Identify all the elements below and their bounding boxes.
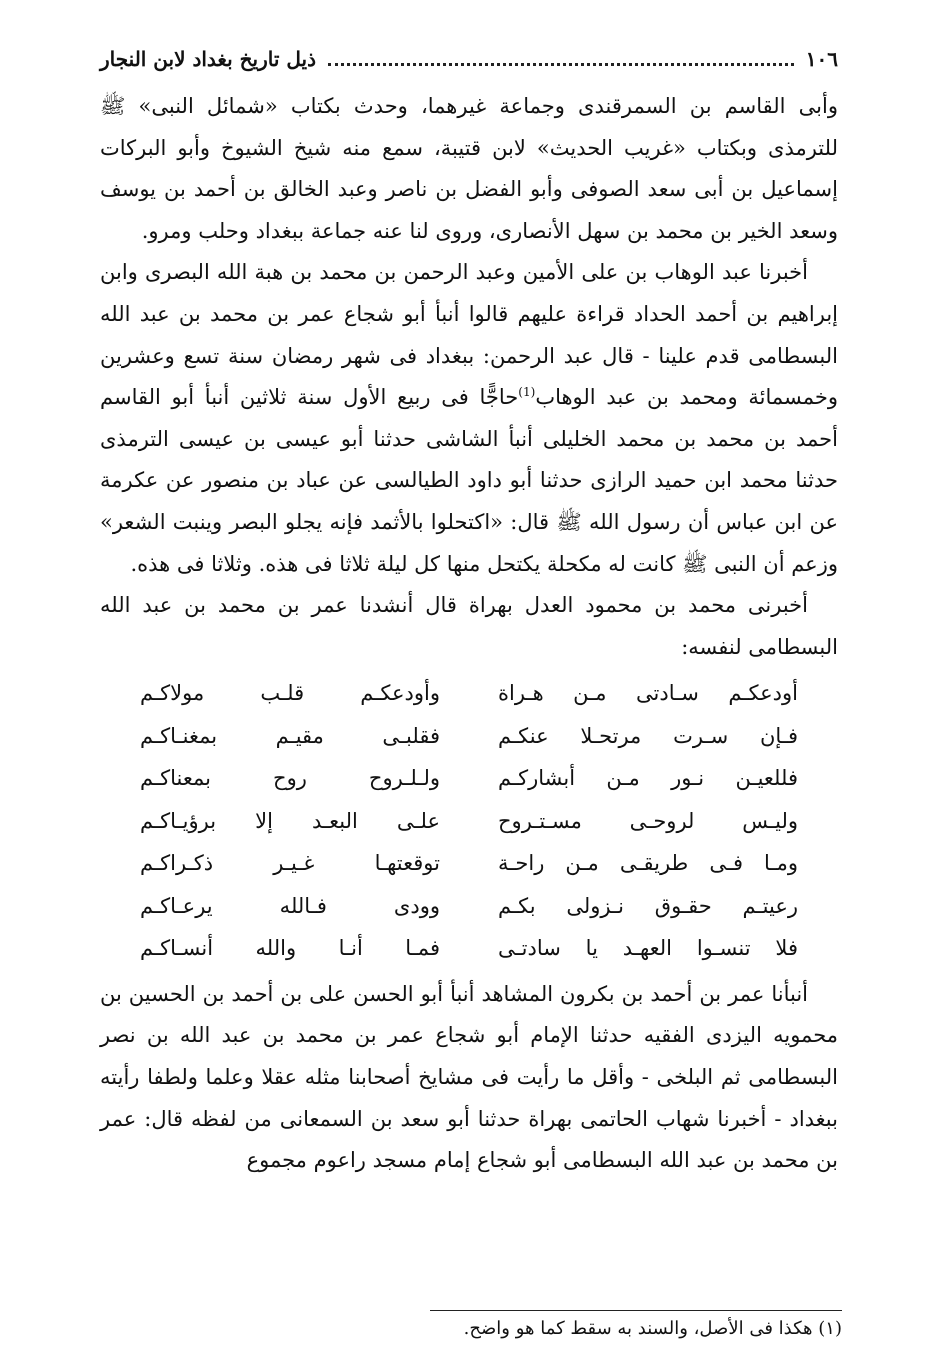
poem-verse bbox=[100, 672, 838, 715]
main-text bbox=[100, 86, 838, 1182]
poem-verse bbox=[100, 842, 838, 885]
header-dot-leader bbox=[328, 63, 794, 66]
verse-first-hemistich: رعيتـم حقـوق نـزولى بكـم bbox=[498, 893, 798, 918]
verse-first-hemistich: فـإن سـرت مرتحـلا عنكـم bbox=[498, 723, 798, 748]
poem bbox=[100, 672, 838, 970]
verse-second-hemistich: وأودعكـم قلـب مولاكـم bbox=[140, 681, 440, 706]
poem-verse bbox=[100, 715, 838, 758]
paragraph-4: أنبأنا عمر بن أحمد بن بكرون المشاهد أنبأ أبو الحسن على بن أحمد بن الحسين بن محمويه اليزدى الفقيه حدثنا الإمام أبو شجاع عمر بن محمد بن عبد الله بن نصر البسطامى ثم البلخى - وأقل ما رأيت فى مشايخ أصحابنا مثله عقلا وعلما ولطفا رأيته ببغداد - أخبرنا شهاب الحاتمى بهراة حدثنا أبو سعد بن السمعانى من لفظه قال: عمر بن محمد بن عبد الله البسطامى أبو شجاع إمام مسجد راعوم مجموع bbox=[100, 981, 838, 1173]
footnote-separator bbox=[430, 1310, 842, 1311]
paragraph-2 bbox=[100, 252, 838, 585]
verse-first-hemistich: أودعكـم سـادتى مـن هـراة bbox=[498, 681, 798, 706]
verse-first-hemistich: وليـس لروحـى مسـتـروح bbox=[498, 808, 798, 833]
running-title: ذيل تاريخ بغداد لابن النجار bbox=[100, 47, 316, 71]
paragraph-3: أخبرنى محمد بن محمود العدل بهراة قال أنشدنا عمر بن محمد بن عبد الله البسطامى لنفسه: bbox=[100, 593, 838, 659]
verse-second-hemistich: فقلبـى مقيـم بمغنـاكـم bbox=[140, 723, 440, 748]
poem-verse bbox=[100, 927, 838, 970]
verse-second-hemistich: فمـا أنـا والله أنسـاكـم bbox=[140, 936, 440, 961]
verse-first-hemistich: ومـا فـى طريقـى مـن راحـة bbox=[498, 851, 798, 876]
paragraph-1: وأبى القاسم بن السمرقندى وجماعة غيرهما، وحدث بكتاب «شمائل النبى» ﷺ للترمذى وبكتاب «غريب الحديث» لابن قتيبة، سمع منه شيخ الشيوخ وأبو البركات إسماعيل بن أبى سعد الصوفى وأبو الفضل بن ناصر وعبد الخالق بن أحمد بن يوسف وسعد الخير بن محمد بن سهل الأنصارى، وروى لنا عنه جماعة ببغداد وحلب ومرو. bbox=[100, 94, 838, 243]
verse-second-hemistich: وودى فـالله يرعـاكـم bbox=[140, 893, 440, 918]
page-number: ١٠٦ bbox=[805, 47, 838, 71]
verse-second-hemistich: توقعتهـا غـيـر ذكـراكـم bbox=[140, 851, 440, 876]
footnote-marker: (1) bbox=[518, 385, 536, 400]
paragraph-2-text: أخبرنا عبد الوهاب بن على الأمين وعبد الرحمن بن محمد بن هبة الله البصرى وابن إبراهيم بن أحمد الحداد قراءة عليهم قالوا أنبأ أبو شجاع عمر بن محمد بن عبد الله البسطامى قدم علينا - قال عبد الرحمن: ببغداد فى شهر رمضان سنة تسع وعشرين وخمسمائة ومحمد بن عبد الوهاب bbox=[100, 260, 838, 410]
paragraph-2-continuation: حاجًّا فى ربيع الأول سنة ثلاثين أنبأ أبو القاسم أحمد بن محمد بن محمد الخليلى أنبأ الشاشى حدثنا أبو عيسى بن عيسى الترمذى حدثنا محمد ابن حميد الرازى حدثنا أبو داود الطيالسى عن عباد بن منصور عن عكرمة عن ابن عباس أن رسول الله ﷺ قال: «اكتحلوا بالأثمد فإنه يجلو البصر وينبت الشعر» وزعم أن النبى ﷺ كانت له مكحلة يكتحل منها كل ليلة ثلاثا فى هذه. وثلاثا فى هذه. bbox=[100, 385, 838, 576]
poem-verse bbox=[100, 800, 838, 843]
verse-second-hemistich: ولـلـروح روح بمعناكـم bbox=[140, 766, 440, 791]
verse-second-hemistich: علـى البعـد إلا برؤيـاكـم bbox=[140, 808, 440, 833]
footnote: (١) هكذا فى الأصل، والسند به سقط كما هو واضح. bbox=[463, 1318, 842, 1339]
verse-first-hemistich: فللعيـن نـور مـن أبشاركـم bbox=[498, 766, 798, 791]
poem-verse bbox=[100, 885, 838, 928]
verse-first-hemistich: فلا تنسـوا العهـد يا سادتـى bbox=[498, 936, 798, 961]
poem-verse bbox=[100, 757, 838, 800]
running-header bbox=[100, 42, 838, 76]
